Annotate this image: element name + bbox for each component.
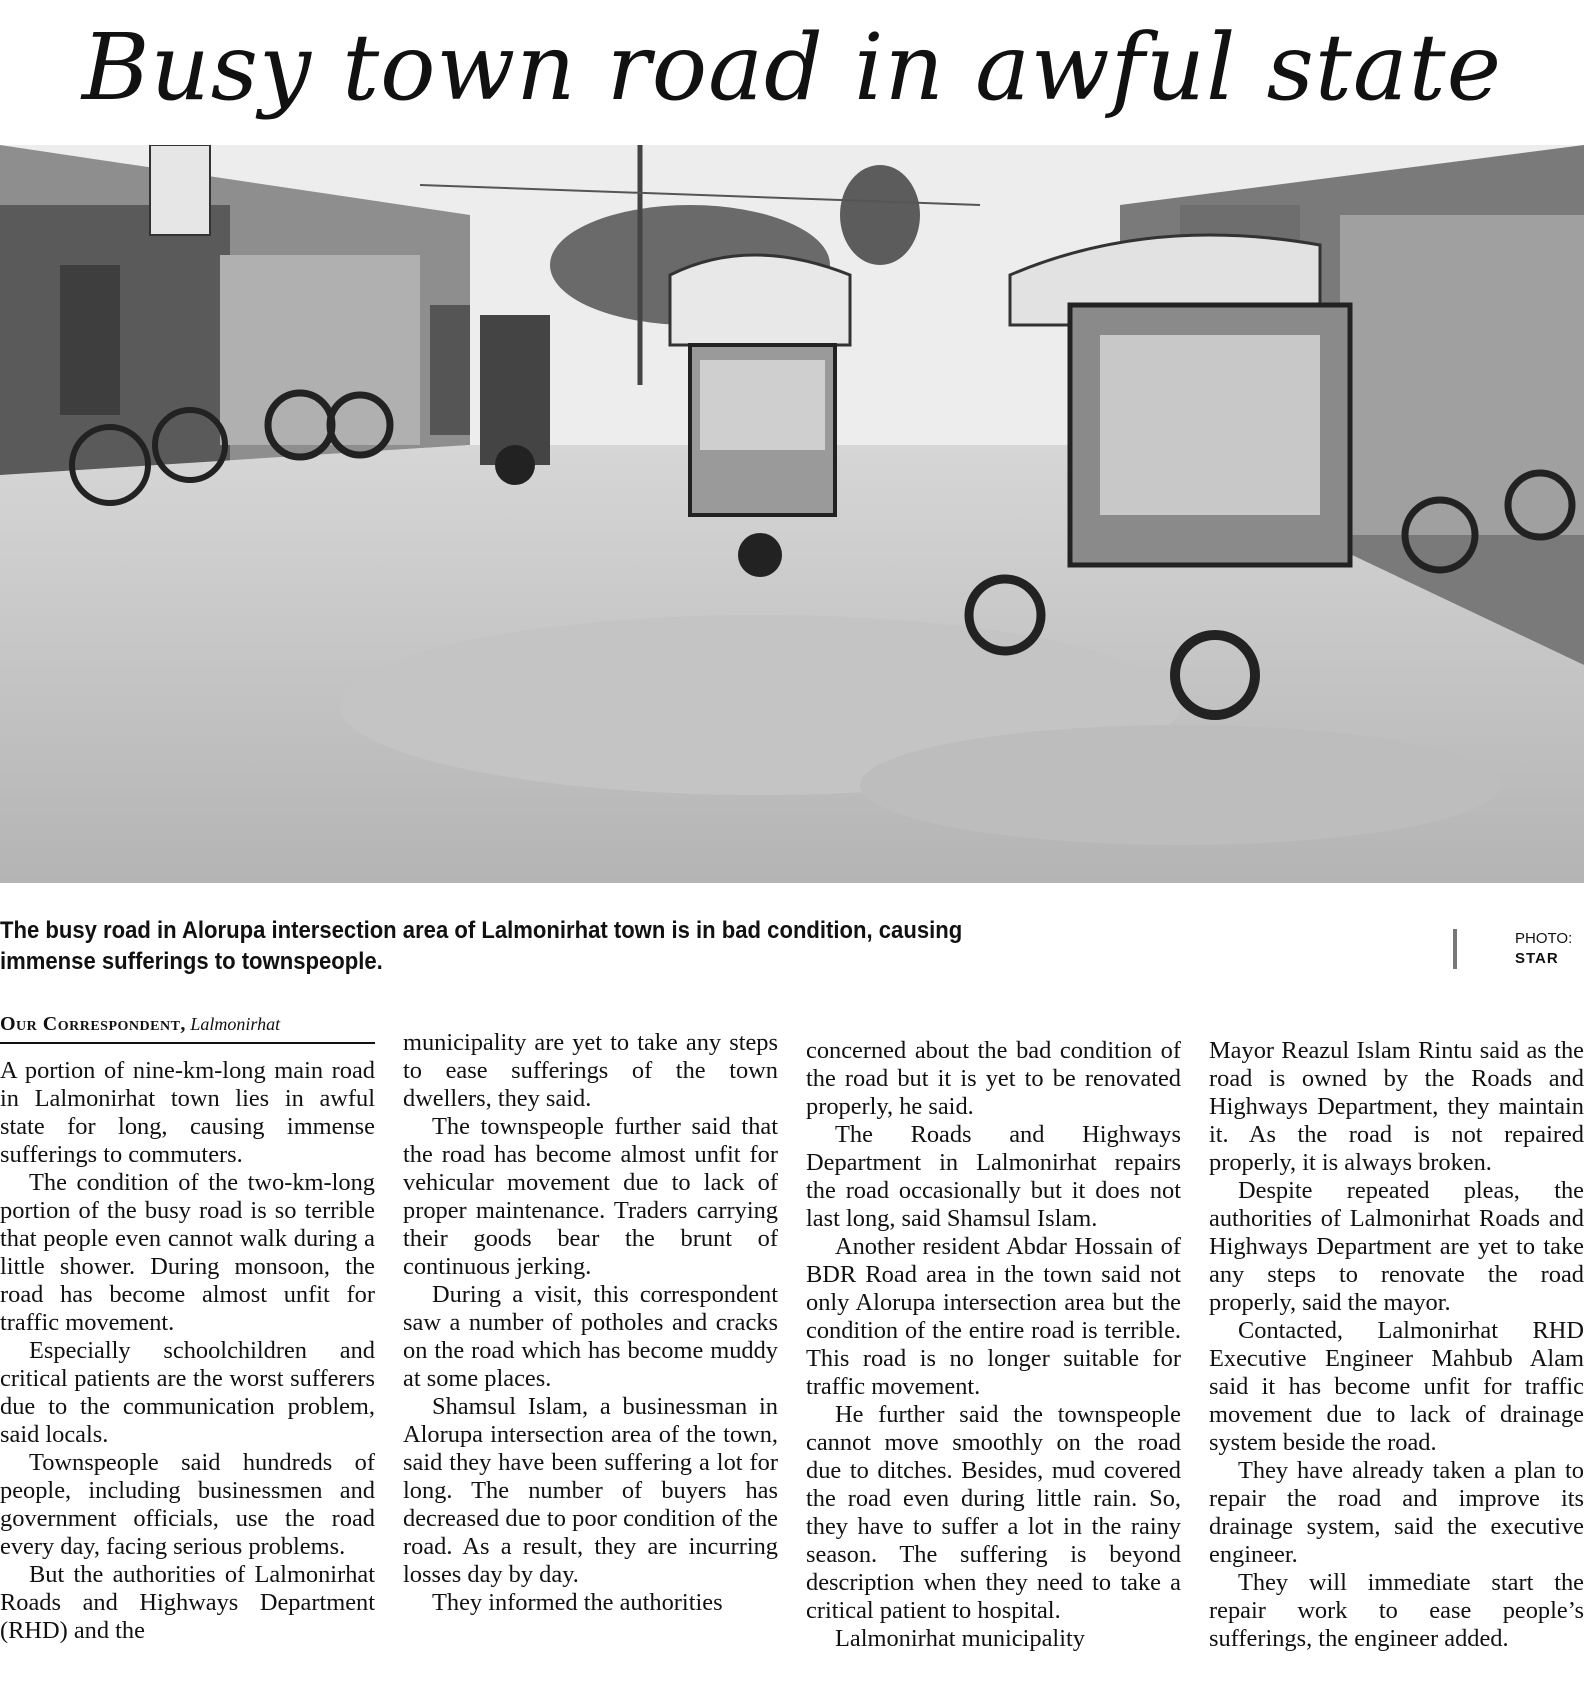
paragraph: But the authorities of Lalmonirhat Roads and Highways Department (RHD) and the bbox=[0, 1561, 375, 1644]
paragraph: Despite repeated pleas, the authorities of Lalmonirhat Roads and Highways Department are yet to take any steps to renovate the road properly, said the mayor. bbox=[1209, 1177, 1584, 1316]
byline-name: Our Correspondent, bbox=[0, 1013, 186, 1035]
paragraph: Mayor Reazul Islam Rintu said as the road is owned by the Roads and Highways Department, they maintain it. As the road is not repaired properly, it is always broken. bbox=[1209, 1037, 1584, 1176]
paragraph: municipality are yet to take any steps to ease sufferings of the town dwellers, they said. bbox=[403, 1029, 778, 1112]
byline bbox=[0, 1012, 375, 1044]
byline-place: Lalmonirhat bbox=[190, 1014, 281, 1034]
paragraph: The townspeople further said that the road has become almost unfit for vehicular movement due to lack of proper maintenance. Traders carrying their goods bear the brunt of continuous jerking. bbox=[403, 1113, 778, 1280]
credit-divider bbox=[1453, 929, 1457, 969]
paragraph: Another resident Abdar Hossain of BDR Road area in the town said not only Alorupa intersection area but the condition of the entire road is terrible. This road is no longer suitable for traffic movement. bbox=[806, 1233, 1181, 1400]
article-column-4 bbox=[1209, 1037, 1584, 1653]
paragraph: Shamsul Islam, a businessman in Alorupa intersection area of the town, said they have been suffering a lot for long. The number of buyers has decreased due to poor condition of the road. As a result, they are incurring losses day by day. bbox=[403, 1393, 778, 1588]
paragraph: A portion of nine-km-long main road in Lalmonirhat town lies in awful state for long, causing immense sufferings to commuters. bbox=[0, 1057, 375, 1168]
paragraph: Contacted, Lalmonirhat RHD Executive Engineer Mahbub Alam said it has become unfit for traffic movement due to lack of drainage system beside the road. bbox=[1209, 1317, 1584, 1456]
paragraph: Townspeople said hundreds of people, including businessmen and government officials, use the road every day, facing serious problems. bbox=[0, 1449, 375, 1560]
article-column-1 bbox=[0, 1057, 375, 1645]
photo-caption: The busy road in Alorupa intersection area of Lalmonirhat town is in bad condition, causing immense sufferings to townspeople. bbox=[0, 917, 963, 975]
paragraph: During a visit, this correspondent saw a number of potholes and cracks on the road which has become muddy at some places. bbox=[403, 1281, 778, 1392]
photo-credit-label: PHOTO: bbox=[1515, 930, 1573, 947]
paragraph: The Roads and Highways Department in Lalmonirhat repairs the road occasionally but it does not last long, said Shamsul Islam. bbox=[806, 1121, 1181, 1232]
article-column-3 bbox=[806, 1037, 1181, 1653]
street-photo-icon bbox=[0, 145, 1584, 883]
article-column-2 bbox=[403, 1029, 778, 1617]
paragraph: Especially schoolchildren and critical patients are the worst sufferers due to the communication problem, said locals. bbox=[0, 1337, 375, 1448]
photo-credit-source: STAR bbox=[1515, 950, 1559, 967]
photo-credit bbox=[1515, 929, 1584, 969]
paragraph: They will immediate start the repair work to ease people’s sufferings, the engineer added. bbox=[1209, 1569, 1584, 1652]
paragraph: Lalmonirhat municipality bbox=[835, 1625, 1085, 1652]
paragraph: concerned about the bad condition of the road but it is yet to be renovated properly, he said. bbox=[806, 1037, 1181, 1120]
headline: Busy town road in awful state bbox=[81, 14, 1503, 121]
street-photo bbox=[0, 145, 1584, 883]
paragraph: They have already taken a plan to repair the road and improve its drainage system, said the executive engineer. bbox=[1209, 1457, 1584, 1568]
paragraph: He further said the townspeople cannot move smoothly on the road due to ditches. Besides, mud covered the road even during little rain. So, they have to suffer a lot in the rainy season. The suffering is beyond description when they need to take a critical patient to hospital. bbox=[806, 1401, 1181, 1624]
paragraph: The condition of the two-km-long portion of the busy road is so terrible that people even cannot walk during a little shower. During monsoon, the road has become almost unfit for traffic movement. bbox=[0, 1169, 375, 1336]
paragraph: They informed the authorities bbox=[432, 1589, 723, 1616]
